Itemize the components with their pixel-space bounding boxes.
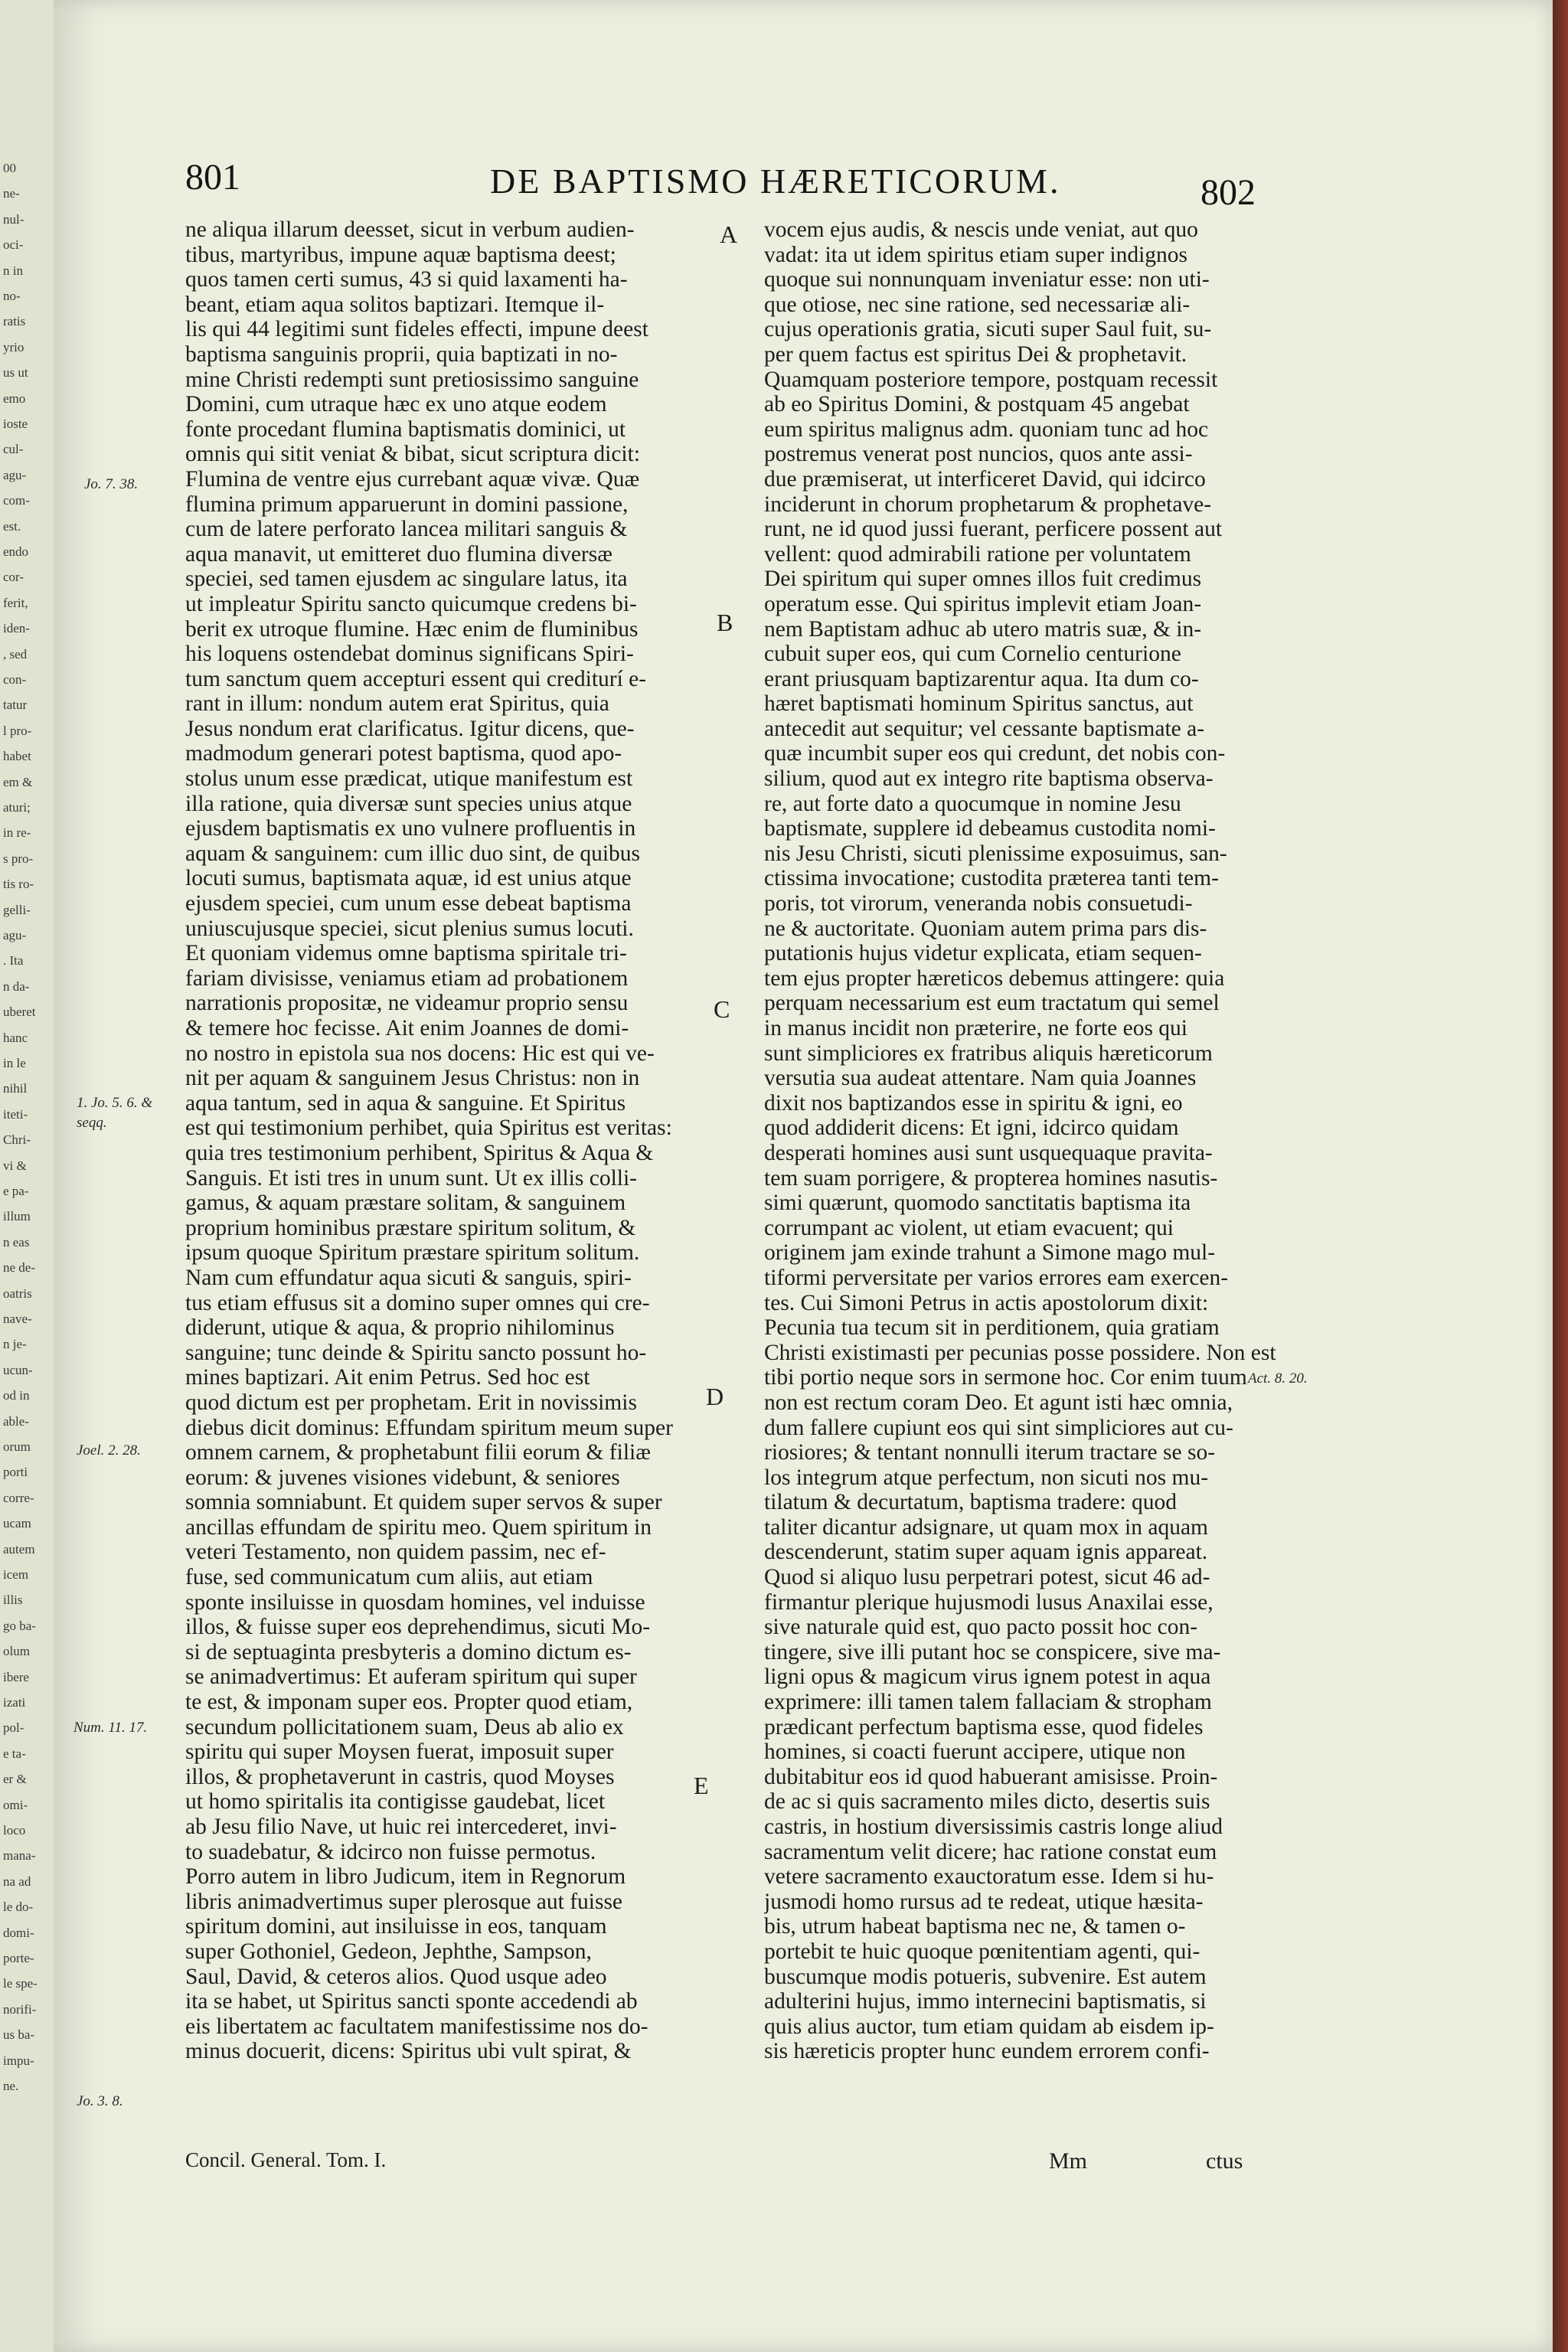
edge-fragment: in le (3, 1056, 26, 1070)
text-line: Christi existimasti per pecunias posse possidere. Non est (764, 1340, 1276, 1365)
text-line: bis, utrum habeat baptisma nec ne, & tamen o- (764, 1914, 1186, 1939)
text-line: speciei, sed tamen ejusdem ac singulare latus, ita (185, 567, 628, 592)
text-line: tingere, sive illi putant hoc se conspicere, sive ma- (764, 1639, 1221, 1664)
edge-fragment: s pro- (3, 851, 34, 866)
text-line: te est, & imponam super eos. Propter quod etiam, (185, 1690, 633, 1715)
text-line: stolus unum esse prædicat, utique manifestum est (185, 766, 633, 792)
edge-fragment: . Ita (3, 953, 24, 969)
edge-fragment: , sed (3, 646, 28, 662)
edge-fragment: ferit, (3, 595, 28, 610)
edge-fragment: illum (3, 1209, 31, 1224)
edge-fragment: nihil (3, 1081, 28, 1096)
edge-fragment: impu- (3, 2053, 34, 2068)
edge-fragment: na ad (3, 1873, 31, 1889)
text-line: sive naturale quid est, quo pacto possit hoc con- (764, 1615, 1198, 1640)
text-line: quod dictum est per prophetam. Erit in novissimis (185, 1390, 637, 1415)
edge-fragment: pol- (3, 1720, 24, 1736)
text-line: dum fallere cupiunt eos qui sint simpliciores aut cu- (764, 1415, 1233, 1440)
text-line: spiritu qui super Moysen fuerat, imposuit super (185, 1740, 614, 1765)
text-line: tus etiam effusus sit a domino super omnes qui cre- (185, 1290, 650, 1315)
section-letter-e: E (694, 1772, 709, 1799)
text-line: beant, etiam aqua solitos baptizari. Itemque il- (185, 292, 605, 317)
text-line: simi quærunt, quomodo sanctitatis baptisma ita (764, 1191, 1191, 1216)
edge-fragment: us ut (3, 365, 28, 381)
edge-fragment: aturi; (3, 800, 31, 815)
text-line: diderunt, utique & aqua, & proprio nihilominus (185, 1315, 615, 1341)
text-line: tum sanctum quem accepturi essent qui crediturí e- (185, 666, 647, 691)
text-line: dixit nos baptizandos esse in spiritu & igni, eo (764, 1090, 1183, 1116)
text-line: prædicant perfectum baptisma esse, quod fideles (764, 1714, 1204, 1740)
section-letter-c: C (714, 995, 730, 1023)
edge-fragment: ucam (3, 1516, 31, 1531)
text-line: eis libertatem ac facultatem manifestissime nos do- (185, 2014, 648, 2039)
text-line: ut homo spiritalis ita contigisse gaudebat, licet (185, 1789, 606, 1815)
margin-note-num: Num. 11. 17. (74, 1720, 148, 1736)
margin-note-jo7: Jo. 7. 38. (84, 476, 139, 492)
text-line: madmodum generari potest baptisma, quod apo- (185, 741, 622, 766)
edge-fragment: n je- (3, 1337, 27, 1352)
edge-fragment: no- (3, 289, 21, 303)
edge-fragment: orum (3, 1439, 31, 1454)
text-line: jusmodi homo rursus ad te redeat, utique hæsita- (764, 1889, 1204, 1914)
text-line: tibi portio neque sors in sermone hoc. Cor enim tuum (764, 1365, 1247, 1390)
edge-fragment: l pro- (3, 723, 32, 738)
text-line: due præmiserat, ut interficeret David, qui idcirco (764, 466, 1206, 492)
text-line: berit ex utroque flumine. Hæc enim de fluminibus (185, 616, 639, 642)
edge-fragment: nul- (3, 211, 24, 227)
edge-fragment: endo (3, 544, 29, 559)
text-line: de ac si quis sacramento miles dicto, desertis suis (764, 1789, 1210, 1815)
text-line: ut impleatur Spiritu sancto quicumque credens bi- (185, 591, 637, 616)
edge-fragment: habet (3, 749, 31, 764)
text-line: tilatum & decurtatum, baptisma tradere: quod (764, 1490, 1178, 1515)
text-line: locuti sumus, baptismata aquæ, id est unius atque (185, 866, 632, 891)
text-line: ipsum quoque Spiritum præstare spiritum solitum. (185, 1240, 640, 1266)
text-line: versutia sua audeat attentare. Nam quia Joannes (764, 1066, 1197, 1091)
text-line: riosiores; & tentant nonnulli iterum tractare se so- (764, 1440, 1216, 1465)
text-line: corrumpant ac violent, ut etiam evacuent; qui (764, 1215, 1174, 1240)
edge-fragment: agu- (3, 467, 27, 482)
text-line: tibus, martyribus, impune aquæ baptisma deest; (185, 242, 616, 267)
text-line: Flumina de ventre ejus currebant aquæ vivæ. Quæ (185, 466, 640, 492)
text-line: quod addiderit dicens: Et igni, idcirco quidam (764, 1116, 1179, 1141)
edge-fragment: icem (3, 1567, 29, 1582)
text-line: mine Christi redempti sunt pretiosissimo sanguine (185, 367, 639, 392)
edge-fragment: able- (3, 1413, 29, 1429)
text-line: exprimere: illi tamen talem fallaciam & stropham (764, 1690, 1212, 1715)
edge-fragment: autem (3, 1541, 35, 1557)
text-line: sponte insiluisse in quosdam homines, vel induisse (185, 1589, 645, 1615)
text-line: narrationis propositæ, ne videamur proprio sensu (185, 991, 629, 1016)
footer-volume: Concil. General. Tom. I. (185, 2148, 387, 2171)
text-line: perquam necessarium est eum tractatum qui semel (764, 991, 1220, 1016)
text-line: non est rectum coram Deo. Et agunt isti hæc omnia, (764, 1390, 1233, 1415)
text-line: aqua tantum, sed in aqua & sanguine. Et Spiritus (185, 1090, 626, 1116)
text-line: aqua manavit, ut emitteret duo flumina diversæ (185, 541, 612, 567)
text-line: quis alius auctor, tum etiam quidam ab eisdem ip- (764, 2014, 1214, 2039)
signature-mark: Mm (1049, 2148, 1088, 2174)
text-line: & temere hoc fecisse. Ait enim Joannes de domi- (185, 1016, 629, 1040)
edge-fragment: le do- (3, 1900, 34, 1915)
text-line: descenderunt, statim super aquam ignis appareat. (764, 1540, 1208, 1565)
text-line: firmantur plerique hujusmodi lusus Anaxilai esse, (764, 1589, 1214, 1615)
edge-fragment: oci- (3, 237, 24, 253)
text-line: Jesus nondum erat clarificatus. Igitur dicens, que- (185, 716, 635, 741)
text-line: Sanguis. Et isti tres in unum sunt. Ut ex illis colli- (185, 1165, 637, 1191)
text-line: buscumque modis potueris, subvenire. Est autem (764, 1964, 1207, 1989)
text-line: est qui testimonium perhibet, quia Spiritus est veritas: (185, 1116, 672, 1141)
edge-fragment: ratis (3, 314, 26, 329)
text-line: in manus incidit non præterire, ne forte eos qui (764, 1016, 1187, 1040)
text-line: erant priusquam baptizarentur aqua. Ita dum co- (764, 666, 1199, 691)
edge-fragment: 00 (3, 161, 16, 175)
text-line: fuse, sed communicatum cum aliis, aut etiam (185, 1565, 593, 1590)
edge-fragment: vi & (3, 1158, 27, 1173)
text-line: veteri Testamento, non quidem passim, nec ef- (185, 1540, 606, 1565)
edge-fragment: Chri- (3, 1132, 31, 1148)
text-line: per quem factus est spiritus Dei & prophetavit. (764, 341, 1187, 367)
text-line: vetere sacramento exauctoratum esse. Idem si hu- (764, 1864, 1214, 1890)
edge-fragment: porte- (3, 1951, 34, 1965)
text-line: ab eo Spiritus Domini, & postquam 45 angebat (764, 392, 1190, 417)
text-line: postremus venerat post nuncios, quos ante assi- (764, 442, 1193, 467)
text-line: re, aut forte dato a quocumque in nomine Jesu (764, 791, 1181, 816)
edge-fragment: com- (3, 493, 30, 508)
text-line: ancillas effundam de spiritu meo. Quem spiritum in (185, 1514, 652, 1540)
text-line: ejusdem baptismatis ex uno vulnere profluentis in (185, 816, 636, 841)
text-line: illa ratione, quia diversæ sunt species unius atque (185, 791, 632, 816)
text-line: quos tamen certi sumus, 43 si quid laxamenti ha- (185, 267, 628, 292)
edge-fragment: emo (3, 390, 26, 406)
book-cover-edge (1553, 0, 1568, 2352)
edge-fragment: n da- (3, 978, 30, 994)
text-line: baptismate, supplere id debeamus custodita nomi- (764, 816, 1216, 841)
text-line: ab Jesu filio Nave, ut huic rei intercederet, invi- (185, 1815, 617, 1839)
text-line: Porro autem in libro Judicum, item in Regnorum (185, 1864, 626, 1890)
page-number-left: 801 (185, 157, 240, 198)
text-line: poris, tot virorum, veneranda nobis consuetudi- (764, 891, 1193, 916)
catchword: ctus (1206, 2148, 1243, 2174)
text-line: inciderunt in chorum prophetarum & prophetave- (764, 492, 1212, 517)
text-line: omnem carnem, & prophetabunt filii eorum & filiæ (185, 1440, 651, 1465)
margin-note-1jo: 1. Jo. 5. 6. & (77, 1095, 153, 1111)
text-line: sunt simpliciores ex fratribus aliquis hæreticorum (764, 1040, 1213, 1066)
text-line: ctissima invocatione; custodita præterea tanti tem- (764, 866, 1219, 891)
edge-fragment: ne de- (3, 1260, 36, 1276)
text-line: gamus, & aquam præstare solitam, & sanguinem (185, 1191, 626, 1216)
edge-fragment: em & (3, 774, 33, 789)
text-line: proprium hominibus præstare spiritum solitum, & (185, 1215, 636, 1240)
text-line: illos, & fuisse super eos deprehendimus, sicuti Mo- (185, 1615, 651, 1640)
text-line: taliter dicantur adsignare, ut quam mox in aquam (764, 1514, 1208, 1540)
section-letter-d: D (706, 1383, 724, 1410)
text-line: Saul, David, & ceteros alios. Quod usque adeo (185, 1964, 607, 1989)
text-line: minus docuerit, dicens: Spiritus ubi vult spirat, & (185, 2039, 632, 2064)
text-line: fariam divisisse, veniamus etiam ad probationem (185, 965, 629, 991)
running-title: DE BAPTISMO HÆRETICORUM. (490, 162, 1061, 201)
text-line: nem Baptistam adhuc ab utero matris suæ, & in- (764, 616, 1202, 642)
edge-fragment: loco (3, 1823, 26, 1838)
text-line: castris, in hostium diversissimis castris longe aliud (764, 1815, 1223, 1839)
text-line: flumina primum apparuerunt in domini passione, (185, 492, 629, 517)
edge-fragment: norifi- (3, 2001, 37, 2017)
edge-fragment: ibere (3, 1669, 29, 1684)
text-line: tiformi perversitate per varios errores eam exercen- (764, 1265, 1229, 1290)
edge-fragment: e ta- (3, 1746, 26, 1761)
edge-fragment: ne- (3, 186, 20, 201)
text-line: homines, si coacti fuerunt accipere, utique non (764, 1740, 1186, 1765)
text-line: cum de latere perforato lancea militari sanguis & (185, 517, 628, 542)
edge-fragment: le spe- (3, 1976, 38, 1991)
edge-fragment: agu- (3, 928, 27, 942)
edge-fragment: go ba- (3, 1618, 36, 1633)
edge-fragment: omi- (3, 1797, 28, 1812)
text-line: omnis qui sitit veniat & bibat, sicut scriptura dicit: (185, 442, 641, 467)
text-line: eorum: & juvenes visiones videbunt, & seniores (185, 1465, 620, 1490)
text-line: tes. Cui Simoni Petrus in actis apostolorum dixit: (764, 1290, 1209, 1315)
text-line: sanguine; tunc deinde & Spiritu sancto possunt ho- (185, 1340, 647, 1365)
edge-fragment: mana- (3, 1848, 36, 1864)
edge-fragment: od in (3, 1388, 30, 1403)
text-line: no nostro in epistola sua nos docens: Hic est qui ve- (185, 1040, 655, 1066)
adjacent-page-edge (0, 0, 54, 2352)
text-line: originem jam exinde trahunt a Simone mago mul- (764, 1240, 1216, 1266)
text-line: mines baptizari. Ait enim Petrus. Sed hoc est (185, 1365, 590, 1390)
edge-fragment: gelli- (3, 902, 31, 917)
edge-fragment: con- (3, 672, 27, 687)
text-line: desperati homines ausi sunt usquequaque pravita- (764, 1140, 1213, 1165)
text-line: operatum esse. Qui spiritus implevit etiam Joan- (764, 591, 1202, 616)
text-line: hæret baptismati hominum Spiritus sanctus, aut (764, 691, 1194, 717)
edge-fragment: ne. (3, 2079, 19, 2093)
text-line: Domini, cum utraque hæc ex uno atque eodem (185, 392, 607, 417)
edge-fragment: cul- (3, 442, 24, 457)
text-line: Nam cum effundatur aqua sicuti & sanguis, spiri- (185, 1265, 632, 1290)
edge-fragment: oatris (3, 1285, 32, 1301)
text-line: sacramentum velit dicere; hac ratione constat eum (764, 1839, 1217, 1864)
text-line: Pecunia tua tecum sit in perditionem, quia gratiam (764, 1315, 1220, 1341)
text-line: eum spiritus malignus adm. quoniam tunc ad hoc (764, 416, 1209, 442)
edge-fragment: cor- (3, 570, 24, 585)
text-line: que otiose, nec sine ratione, sed necessariæ ali- (764, 292, 1191, 317)
edge-fragment: corre- (3, 1490, 34, 1505)
text-line: silium, quod aut ex integro rite baptisma observa- (764, 766, 1214, 792)
edge-fragment: n in (3, 263, 23, 278)
edge-fragment: tatur (3, 697, 28, 713)
text-line: ejusdem speciei, cum unum esse debeat baptisma (185, 891, 632, 916)
text-line: quia tres testimonium perhibent, Spiritus & Aqua & (185, 1140, 654, 1165)
text-line: nis Jesu Christi, sicuti plenissime exposuimus, san- (764, 841, 1227, 866)
left-text-column (185, 217, 756, 2064)
page-number-right: 802 (1200, 172, 1256, 213)
text-line: tem ejus propter hæreticos debemus attingere: quia (764, 965, 1225, 991)
edge-fragment: nave- (3, 1312, 32, 1326)
edge-fragment: illis (3, 1592, 23, 1608)
text-line: quoque sui nonnunquam inveniatur esse: non uti- (764, 267, 1210, 292)
edge-fragment: n eas (3, 1234, 30, 1250)
edge-fragment: domi- (3, 1925, 34, 1940)
text-line: los integrum atque perfectum, non sicuti nos mu- (764, 1465, 1209, 1490)
text-line: ligni opus & magicum virus ignem potest in aqua (764, 1664, 1211, 1690)
text-line: aquam & sanguinem: cum illic duo sint, de quibus (185, 841, 641, 866)
page-header (54, 150, 1553, 211)
margin-note-joel: Joel. 2. 28. (77, 1442, 141, 1459)
text-line: ne & auctoritate. Quoniam autem prima pars dis- (764, 916, 1207, 941)
margin-note-act: Act. 8. 20. (1248, 1370, 1308, 1387)
text-line: cujus operationis gratia, sicuti super Saul fuit, su- (764, 317, 1212, 342)
text-line: Dei spiritum qui super omnes illos fuit credimus (764, 567, 1202, 592)
right-text-column (764, 217, 1318, 2064)
text-line: his loquens ostendebat dominus significans Spiri- (185, 642, 634, 667)
text-line: fonte procedant flumina baptismatis dominici, ut (185, 416, 626, 442)
text-line: ne aliqua illarum deesset, sicut in verbum audien- (185, 217, 635, 242)
edge-fragment: izati (3, 1695, 26, 1710)
edge-fragment: iden- (3, 621, 30, 636)
text-line: tem suam porrigere, & propterea homines nasutis- (764, 1165, 1218, 1191)
text-line: si de septuaginta presbyteris a domino dictum es- (185, 1639, 632, 1664)
edge-fragment: e pa- (3, 1184, 29, 1198)
margin-note-jo3: Jo. 3. 8. (77, 2093, 123, 2109)
text-line: nit per aquam & sanguinem Jesus Christus: non in (185, 1066, 640, 1091)
text-line: cubuit super eos, qui cum Cornelio centurione (764, 642, 1181, 667)
text-line: secundum pollicitationem suam, Deus ab alio ex (185, 1714, 624, 1740)
text-line: illos, & prophetaverunt in castris, quod Moyses (185, 1764, 615, 1789)
text-line: somnia somniabunt. Et quidem super servos & super (185, 1490, 662, 1515)
section-letter-a: A (720, 220, 738, 248)
edge-fragment: olum (3, 1644, 30, 1659)
edge-fragment: hanc (3, 1030, 28, 1045)
text-line: vadat: ita ut idem spiritus etiam super indignos (764, 242, 1188, 267)
text-line: uniuscujusque speciei, sicut plenius sumus locuti. (185, 916, 634, 941)
text-line: lis qui 44 legitimi sunt fideles effecti, impune deest (185, 317, 648, 342)
text-line: super Gothoniel, Gedeon, Jephthe, Sampson, (185, 1939, 592, 1964)
edge-fragment: uberet (3, 1004, 36, 1020)
text-line: runt, ne id quod jussi fuerant, perficere possent aut (764, 517, 1223, 542)
text-line: Quamquam posteriore tempore, postquam recessit (764, 367, 1218, 392)
edge-fragment: us ba- (3, 2027, 35, 2043)
text-line: antecedit aut sequitur; vel cessante baptismate a- (764, 716, 1205, 741)
text-line: baptisma sanguinis proprii, quia baptizati in no- (185, 341, 618, 367)
edge-fragment: ucun- (3, 1362, 33, 1377)
text-line: Et quoniam videmus omne baptisma spiritale tri- (185, 941, 627, 966)
text-line: quæ incumbit super eos qui credunt, det nobis con- (764, 741, 1226, 766)
edge-fragment: est. (3, 518, 21, 534)
edge-fragment: tis ro- (3, 877, 34, 892)
edge-fragment: porti (3, 1465, 28, 1480)
text-line: adulterini hujus, immo internecini baptismatis, si (764, 1989, 1207, 2014)
text-line: to suadebatur, & idcirco non fuisse permotus. (185, 1839, 596, 1864)
text-line: libris animadvertimus super plerosque aut fuisse (185, 1889, 623, 1914)
text-line: spiritum domini, aut insiluisse in eos, tanquam (185, 1914, 607, 1939)
edge-fragment: ioste (3, 416, 28, 431)
edge-fragment: in re- (3, 825, 31, 841)
text-line: sis hæreticis propter hunc eundem errorem confi- (764, 2039, 1210, 2064)
text-line: se animadvertimus: Et auferam spiritum qui super (185, 1664, 637, 1690)
edge-fragment: yrio (3, 339, 24, 354)
text-line: vocem ejus audis, & nescis unde veniat, aut quo (764, 217, 1198, 242)
text-line: putationis hujus videtur explicata, etiam sequen- (764, 941, 1202, 966)
text-line: portebit te huic quoque pœnitentiam agenti, qui- (764, 1939, 1200, 1964)
edge-fragment: er & (3, 1772, 27, 1787)
text-line: vellent: quod admirabili ratione per voluntatem (764, 541, 1191, 567)
margin-note-seqq: seqq. (77, 1115, 107, 1131)
text-line: Quod si aliquo lusu perpetrari potest, sicut 46 ad- (764, 1565, 1210, 1590)
section-letter-b: B (717, 609, 733, 636)
text-line: dubitabitur eos id quod habuerant amisisse. Proin- (764, 1764, 1218, 1789)
edge-fragment: iteti- (3, 1106, 28, 1122)
text-line: rant in illum: nondum autem erat Spiritus, quia (185, 691, 609, 717)
text-line: ita se habet, ut Spiritus sancti sponte accedendi ab (185, 1989, 638, 2014)
book-page (54, 0, 1553, 2352)
text-line: diebus dicit dominus: Effundam spiritum meum super (185, 1415, 673, 1440)
